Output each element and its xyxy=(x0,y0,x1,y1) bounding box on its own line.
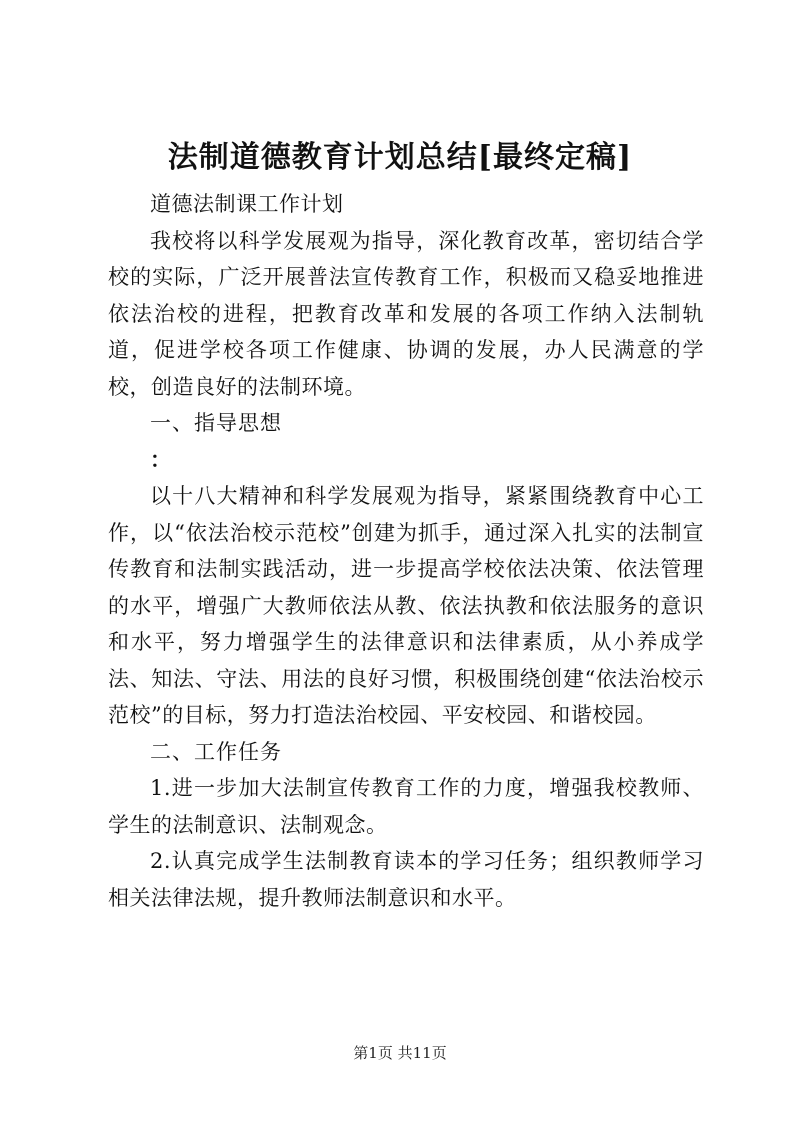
task-item-2: 2.认真完成学生法制教育读本的学习任务；组织教师学习相关法律法规，提升教师法制意识和水平。 xyxy=(108,849,704,910)
colon-line: ： xyxy=(150,446,172,472)
intro-paragraph: 我校将以科学发展观为指导，深化教育改革，密切结合学校的实际，广泛开展普法宣传教育工作，积极而又稳妥地推进依法治校的进程，把教育改革和发展的各项工作纳入法制轨道，促进学校各项工作健康、协调的发展，办人民满意的学校，创造良好的法制环境。 xyxy=(108,228,704,399)
section-heading-work-tasks: 二、工作任务 xyxy=(150,739,282,764)
task-item-1: 1.进一步加大法制宣传教育工作的力度，增强我校教师、学生的法制意识、法制观念。 xyxy=(108,776,704,837)
guiding-thought-paragraph: 以十八大精神和科学发展观为指导，紧紧围绕教育中心工作，以“依法治校示范校”创建为抓手，通过深入扎实的法制宣传教育和法制实践活动，进一步提高学校依法决策、依法管理的水平，增强广大教师依法从教、依法执教和依法服务的意识和水平，努力增强学生的法律意识和法律素质，从小养成学法、知法、守法、用法的良好习惯，积极围绕创建“依法治校示范校”的目标，努力打造法治校园、平安校园、和谐校园。 xyxy=(108,484,704,727)
section-heading-guiding-thought: 一、指导思想 xyxy=(150,411,282,435)
subheading-paragraph: 道德法制课工作计划 xyxy=(150,192,344,216)
page-number-footer: 第1页 共11页 xyxy=(353,1044,447,1062)
document-body xyxy=(108,186,704,916)
document-title: 法制道德教育计划总结[最终定稿] xyxy=(167,140,633,175)
